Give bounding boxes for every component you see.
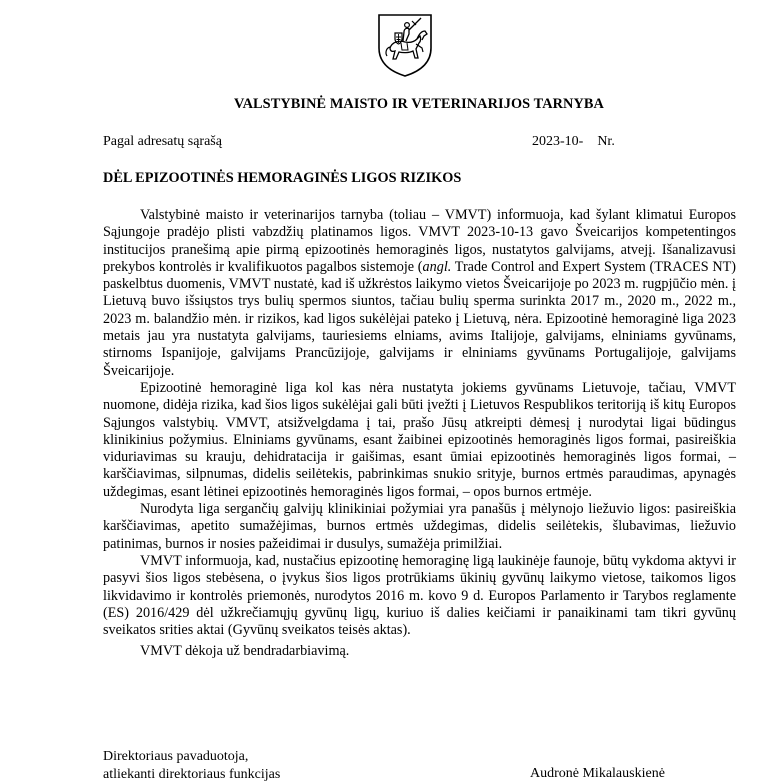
- paragraph-5: VMVT dėkoja už bendradarbiavimą.: [103, 643, 736, 660]
- paragraph-1-italic: angl.: [423, 259, 452, 275]
- addressee-line: Pagal adresatų sąrašą: [103, 134, 222, 149]
- paragraph-3: Nurodyta liga sergančių galvijų klinikiniai požymiai yra panašūs į mėlynojo liežuvio ligos: pasireiškia karščiavimas, apetito sumažėjimas, burnos ertmės uždegimas, didelis seilėtekis, šlubavimas, liežuvio patinimas, burnos ir nosies pažeidimai ir dusulys, sumažėja primilžiai.: [103, 501, 736, 553]
- paragraph-1-part-a: Valstybinė maisto ir veterinarijos tarnyba (toliau – VMVT) informuoja, kad šylant klimatui Europos Sąjungoje pradėjo plisti vabzdžių platinamos ligos. VMVT 2023-10-13 gavo Šveicarijos kompetentingos institucijos pranešimą apie pirmą epizootinės hemoraginės ligos, nustatytos galvijams, atvejį. Išanalizavusi prekybos kontrolės ir kvalifikuotos pagalbos sistemoje (: [103, 207, 736, 275]
- organization-title: VALSTYBINĖ MAISTO IR VETERINARIJOS TARNYBA: [0, 96, 768, 113]
- paragraph-1-part-b: Trade Control and Expert System (TRACES NT) paskelbtus duomenis, VMVT nustatė, kad iš užkrėstos laikymo vietos Šveicarijoje po 2023 m. rugpjūčio mėn. į Lietuvą buvo išsiųstos trys bulių spermos siuntos, tačiau bulių sperma surinkta 2017 m., 2020 m., 2022 m., 2023 m. balandžio mėn. ir rizikos, kad ligos sukėlėjai pateko į Lietuvą, nėra. Epizootinė hemoraginė liga 2023 metais jau yra nustatyta galvijams, tauriesiems elniams, avims Italijoje, galvijams, elniniams gyvūnams, stirnoms Ispanijoje, galvijams Prancūzijoje, galvijams ir elniniams gyvūnams Portugalijoje, galvijams Šveicarijoje.: [103, 259, 736, 379]
- signer-title-line-1: Direktoriaus pavaduotoja,: [103, 748, 663, 766]
- signer-title-line-2: atliekanti direktoriaus funkcijas: [103, 766, 663, 783]
- lithuanian-coat-of-arms-vytis-icon: [375, 12, 435, 78]
- letter-subject: DĖL EPIZOOTINĖS HEMORAGINĖS LIGOS RIZIKOS: [103, 170, 461, 187]
- signer-name: Audronė Mikalauskienė: [530, 766, 665, 782]
- letter-body: [103, 207, 736, 661]
- date-number-line: 2023-10- Nr.: [532, 134, 615, 150]
- paragraph-2: Epizootinė hemoraginė liga kol kas nėra nustatyta jokiems gyvūnams Lietuvoje, tačiau, VMVT nuomone, didėja rizika, kad šios ligos sukėlėjai gali būti įvežti į Lietuvos Respublikos teritoriją iš kitų Europos Sąjungos valstybių. VMVT, atsižvelgdama į tai, prašo Jūsų atkreipti dėmesį į nurodytai ligai būdingus klinikinius požymius. Elniniams gyvūnams, esant žaibinei epizootinės hemoraginės ligos formai, pasireiškia viduriavimas su krauju, dehidratacija ir gaišimas, esant ūmiai epizootinės hemoraginės ligos formai, – karščiavimas, silpnumas, didelis seilėtekis, pabrinkimas snukio srityje, burnos ertmės paraudimas, apynagės uždegimas, esant lėtinei epizootinės hemoraginės ligos formai, – opos burnos ertmėje.: [103, 380, 736, 501]
- paragraph-1: [103, 207, 736, 380]
- letter-meta: [103, 134, 663, 150]
- paragraph-4: VMVT informuoja, kad, nustačius epizootinę hemoraginę ligą laukinėje faunoje, būtų vykdoma aktyvi ir pasyvi šios ligos stebėsena, o įvykus šios ligos protrūkiams ūkinių gyvūnų laikymo vietose, taikomos ligos likvidavimo ir kontrolės priemonės, nurodytos 2016 m. kovo 9 d. Europos Parlamento ir Tarybos reglamente (ES) 2016/429 dėl užkrečiamųjų gyvūnų ligų, kuriuo iš dalies keičiami ir panaikinami tam tikri gyvūnų sveikatos srities aktai (Gyvūnų sveikatos teisės aktas).: [103, 553, 736, 639]
